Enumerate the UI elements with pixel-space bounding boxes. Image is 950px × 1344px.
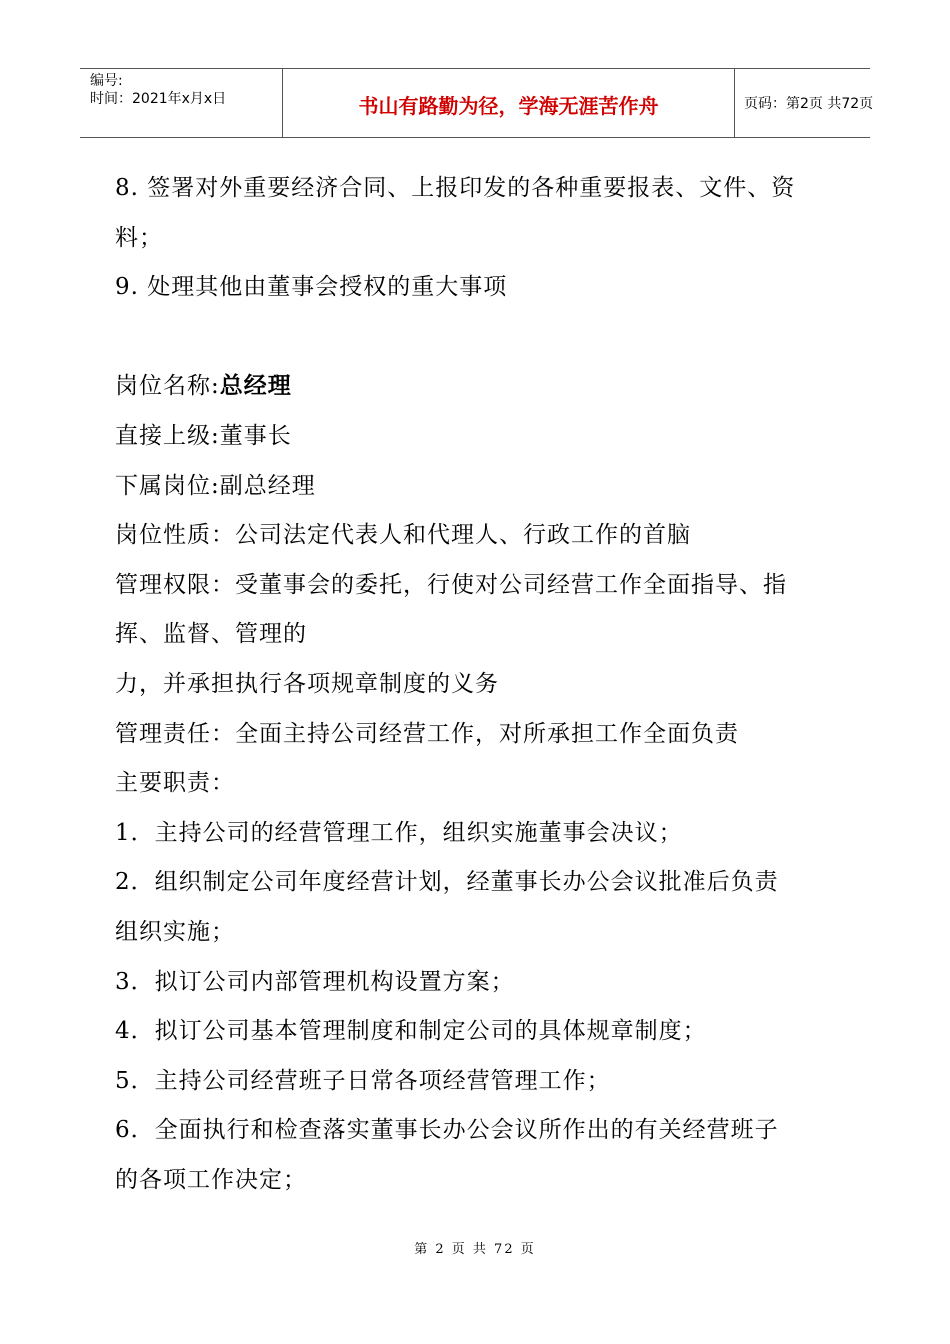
header-meta <box>80 69 282 137</box>
post-name-label: 岗位名称: <box>115 373 220 400</box>
authority-line-2: 挥、监督、管理的 <box>115 621 307 648</box>
document-body <box>115 164 845 1205</box>
page-header <box>80 68 874 138</box>
header-page-cell <box>734 69 874 137</box>
responsibility-line: 管理责任：全面主持公司经营工作，对所承担工作全面负责 <box>115 720 739 747</box>
duty-2-line-1: 2．组织制定公司年度经营计划，经董事长办公会议批准后负责 <box>115 869 779 896</box>
paragraph-gap <box>115 313 845 363</box>
superior-line: 直接上级:董事长 <box>115 422 292 449</box>
header-motto: 书山有路勤为径，学海无涯苦作舟 <box>358 94 659 118</box>
item-9: 9. 处理其他由董事会授权的重大事项 <box>115 274 508 301</box>
duty-6-line-1: 6．全面执行和检查落实董事长办公会议所作出的有关经营班子 <box>115 1117 779 1144</box>
item-8-line-2: 料； <box>115 224 163 251</box>
header-time-label: 时间：2021年x月x日 <box>90 91 227 107</box>
nature-line: 岗位性质：公司法定代表人和代理人、行政工作的首脑 <box>115 522 691 549</box>
post-name-line <box>115 362 845 412</box>
page-footer: 第 2 页 共 72 页 <box>414 1242 536 1257</box>
duty-5: 5．主持公司经营班子日常各项经营管理工作； <box>115 1067 611 1094</box>
header-page-info: 页码：第2页 共72页 <box>744 96 874 112</box>
duty-6-line-2: 的各项工作决定； <box>115 1166 307 1193</box>
duty-3: 3．拟订公司内部管理机构设置方案； <box>115 968 515 995</box>
post-name-value: 总经理 <box>219 373 292 400</box>
authority-line-3: 力，并承担执行各项规章制度的义务 <box>115 670 499 697</box>
item-8-line-1: 8. 签署对外重要经济合同、上报印发的各种重要报表、文件、资 <box>115 175 796 201</box>
header-motto-cell <box>282 69 735 137</box>
authority-line-1: 管理权限：受董事会的委托，行使对公司经营工作全面指导、指 <box>115 571 787 598</box>
duty-1: 1．主持公司的经营管理工作，组织实施董事会决议； <box>115 819 683 846</box>
subordinate-line: 下属岗位:副总经理 <box>115 472 316 499</box>
duties-title: 主要职责： <box>115 770 235 797</box>
header-number-label: 编号: <box>90 73 123 89</box>
duty-4: 4．拟订公司基本管理制度和制定公司的具体规章制度； <box>115 1018 707 1045</box>
duty-2-line-2: 组织实施； <box>115 918 235 945</box>
